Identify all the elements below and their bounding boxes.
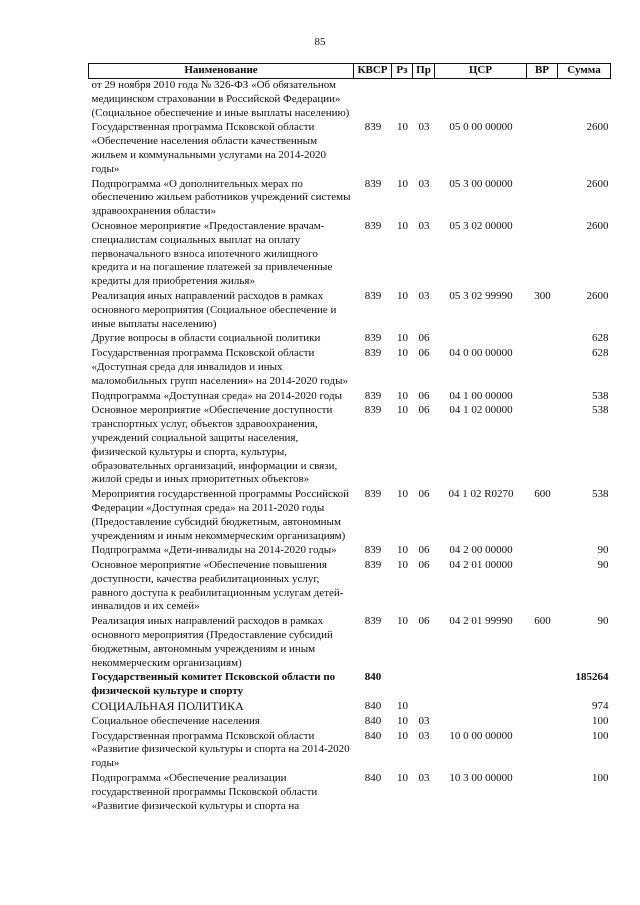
cell-rz: 10 <box>397 714 408 727</box>
cell-sum <box>558 79 611 122</box>
cell-sum: 100 <box>592 729 609 742</box>
cell-kvsr: 839 <box>364 559 382 572</box>
cell-name: от 29 ноября 2010 года № 326-ФЗ «Об обязательном медицинском страховании в Российской Федерации» (Социальное обеспечение и иные выплаты населению) <box>91 79 350 119</box>
cell-pr: 03 <box>418 177 430 190</box>
table-row <box>89 715 611 730</box>
cell-pr: 06 <box>418 488 430 501</box>
cell-kvsr: 839 <box>364 544 382 557</box>
cell-csr: 04 0 00 00000 <box>449 347 513 360</box>
table-row <box>89 347 611 389</box>
cell-rz: 10 <box>397 177 408 190</box>
cell-kvsr: 839 <box>364 389 382 402</box>
cell-csr <box>435 332 527 347</box>
cell-kvsr: 839 <box>364 332 382 345</box>
cell-name: Государственный комитет Псковской области по физической культуре и спорту <box>91 671 336 698</box>
table-row <box>89 772 611 814</box>
cell-pr: 03 <box>418 772 430 785</box>
cell-csr: 05 3 02 00000 <box>449 219 513 232</box>
column-header-kvsr: КВСР <box>354 64 392 79</box>
cell-vr <box>527 700 558 715</box>
cell-name: Основное мероприятие «Предоставление врачам-специалистам социальных выплат на оплату первоначального взноса ипотечного жилищного кредита и на погашение платежей за привлеченные кредиты для приобретения жилья» <box>91 219 333 288</box>
cell-rz: 10 <box>397 332 408 345</box>
cell-rz: 10 <box>397 772 408 785</box>
cell-sum: 90 <box>597 544 609 557</box>
cell-sum: 185264 <box>575 671 609 684</box>
table-row <box>89 730 611 772</box>
cell-vr <box>527 220 558 290</box>
cell-vr: 600 <box>534 615 551 628</box>
cell-kvsr <box>354 79 392 122</box>
table-row <box>89 332 611 347</box>
cell-rz: 10 <box>397 389 408 402</box>
cell-csr: 04 1 02 00000 <box>449 404 513 417</box>
cell-sum: 538 <box>592 488 609 501</box>
cell-name: Государственная программа Псковской области «Развитие физической культуры и спорта на 2014-2020 годы» <box>91 729 350 770</box>
cell-pr: 03 <box>418 729 430 742</box>
cell-pr <box>413 79 435 122</box>
cell-kvsr: 839 <box>364 488 382 501</box>
cell-kvsr: 840 <box>364 729 382 742</box>
cell-csr: 04 2 00 00000 <box>449 544 513 557</box>
cell-rz: 10 <box>397 347 408 360</box>
cell-name: Подпрограмма «Обеспечение реализации государственной программы Псковской области «Развитие физической культуры и спорта на <box>91 772 318 812</box>
table-header-row <box>89 64 611 79</box>
cell-pr: 03 <box>418 714 430 727</box>
cell-vr <box>527 730 558 772</box>
cell-name: Другие вопросы в области социальной политики <box>91 332 321 345</box>
cell-rz: 10 <box>397 544 408 557</box>
table-row <box>89 671 611 700</box>
cell-pr: 06 <box>418 404 430 417</box>
cell-sum: 100 <box>592 714 609 727</box>
cell-rz <box>392 671 413 700</box>
column-header-name: Наименование <box>89 64 354 79</box>
cell-kvsr: 839 <box>364 177 382 190</box>
cell-kvsr: 839 <box>364 347 382 360</box>
cell-rz: 10 <box>397 404 408 417</box>
cell-name: Социальное обеспечение населения <box>91 714 260 727</box>
cell-sum: 2600 <box>586 177 609 190</box>
cell-csr: 05 0 00 00000 <box>449 121 513 134</box>
cell-kvsr: 839 <box>364 615 382 628</box>
cell-kvsr: 839 <box>364 219 382 232</box>
cell-vr <box>527 404 558 488</box>
cell-name: Государственная программа Псковской области «Доступная среда для инвалидов и иных маломобильных групп населения» на 2014-2020 годы» <box>91 347 348 387</box>
cell-name: Государственная программа Псковской области «Обеспечение населения области качественным жильем и коммунальными услугами на 2014-2020 годы» <box>91 121 327 175</box>
cell-csr: 04 2 01 00000 <box>449 559 513 572</box>
cell-sum: 90 <box>597 559 609 572</box>
column-header-pr: Пр <box>413 64 435 79</box>
table-row <box>89 700 611 715</box>
table-row <box>89 390 611 405</box>
cell-name: Мероприятия государственной программы Российской Федерации «Доступная среда» на 2011-2020 годы (Предоставление субсидий бюджетным, автономным учреждениям и иным некоммерческим организациям) <box>91 488 350 542</box>
cell-rz <box>392 79 413 122</box>
column-header-csr: ЦСР <box>435 64 527 79</box>
cell-pr: 06 <box>418 389 430 402</box>
cell-pr <box>413 671 435 700</box>
cell-rz: 10 <box>397 219 408 232</box>
cell-kvsr: 840 <box>364 671 382 684</box>
table-row <box>89 178 611 220</box>
cell-csr <box>435 671 527 700</box>
cell-vr <box>527 178 558 220</box>
cell-name: Подпрограмма «Доступная среда» на 2014-2020 годы <box>91 389 342 402</box>
cell-name: Реализация иных направлений расходов в рамках основного мероприятия (Социальное обеспечение и иные выплаты населению) <box>91 289 337 330</box>
cell-csr: 04 1 00 00000 <box>449 389 513 402</box>
cell-name: Подпрограмма «Дети-инвалиды на 2014-2020 годы» <box>91 544 337 557</box>
table-row <box>89 121 611 177</box>
cell-vr <box>527 772 558 814</box>
table-row <box>89 220 611 290</box>
cell-rz: 10 <box>397 488 408 501</box>
cell-pr: 03 <box>418 121 430 134</box>
cell-kvsr: 839 <box>364 404 382 417</box>
cell-vr <box>527 715 558 730</box>
column-header-sum: Сумма <box>558 64 611 79</box>
cell-pr: 06 <box>418 347 430 360</box>
table-row <box>89 290 611 332</box>
cell-csr: 10 3 00 00000 <box>449 772 513 785</box>
table-row <box>89 404 611 488</box>
cell-name: Основное мероприятие «Обеспечение доступности транспортных услуг, объектов здравоохранения, учреждений социальной защиты населения, физической культуры и спорта, культуры, образовательных организаций, информации и связи, жилой среды и иных приоритетных объектов» <box>91 404 338 486</box>
cell-vr <box>527 79 558 122</box>
table-row <box>89 488 611 544</box>
cell-csr <box>435 79 527 122</box>
table-row <box>89 559 611 615</box>
cell-name: Основное мероприятие «Обеспечение повышения доступности, качества реабилитационных услуг, равного доступа к реабилитационным услугам детей-инвалидов и их семей» <box>91 559 344 613</box>
cell-kvsr: 839 <box>364 121 382 134</box>
cell-kvsr: 840 <box>364 772 382 785</box>
cell-vr: 600 <box>534 488 551 501</box>
cell-sum: 538 <box>592 389 609 402</box>
cell-sum: 628 <box>592 332 609 345</box>
cell-vr <box>527 544 558 559</box>
cell-sum: 90 <box>597 615 609 628</box>
cell-csr: 04 2 01 99990 <box>449 615 513 628</box>
cell-csr <box>435 700 527 715</box>
budget-table <box>88 63 611 814</box>
table-row <box>89 544 611 559</box>
cell-sum: 100 <box>592 772 609 785</box>
cell-csr <box>435 715 527 730</box>
cell-sum: 628 <box>592 347 609 360</box>
cell-kvsr: 840 <box>364 714 382 727</box>
cell-csr: 10 0 00 00000 <box>449 729 513 742</box>
table-body <box>89 79 611 815</box>
cell-sum: 538 <box>592 404 609 417</box>
cell-pr: 06 <box>418 332 430 345</box>
cell-sum: 2600 <box>586 289 609 302</box>
cell-name: Реализация иных направлений расходов в рамках основного мероприятия (Предоставление субсидий бюджетным, автономным учреждениям и иным некоммерческим организациям) <box>91 615 333 669</box>
page-number: 85 <box>314 36 326 48</box>
cell-pr: 03 <box>418 219 430 232</box>
cell-vr <box>527 121 558 177</box>
cell-rz: 10 <box>397 615 408 628</box>
cell-pr: 03 <box>418 289 430 302</box>
cell-pr: 06 <box>418 559 430 572</box>
cell-csr: 05 3 02 99990 <box>449 289 513 302</box>
cell-rz: 10 <box>397 729 408 742</box>
cell-pr: 06 <box>418 544 430 557</box>
cell-vr <box>527 332 558 347</box>
cell-name: СОЦИАЛЬНАЯ ПОЛИТИКА <box>91 699 244 714</box>
cell-sum: 2600 <box>586 219 609 232</box>
table-row <box>89 79 611 122</box>
cell-rz: 10 <box>397 559 408 572</box>
cell-vr <box>527 390 558 405</box>
cell-csr: 04 1 02 R0270 <box>448 488 514 501</box>
cell-sum: 2600 <box>586 121 609 134</box>
cell-pr <box>413 700 435 715</box>
cell-vr <box>527 671 558 700</box>
cell-sum: 974 <box>592 700 609 713</box>
cell-rz: 10 <box>397 121 408 134</box>
column-header-rz: Рз <box>392 64 413 79</box>
column-header-vr: ВР <box>527 64 558 79</box>
cell-name: Подпрограмма «О дополнительных мерах по обеспечению жильем работников учреждений системы здравоохранения области» <box>91 177 351 218</box>
table-row <box>89 615 611 671</box>
cell-pr: 06 <box>418 615 430 628</box>
cell-vr <box>527 347 558 389</box>
cell-kvsr: 840 <box>364 700 382 713</box>
cell-rz: 10 <box>397 289 408 302</box>
cell-kvsr: 839 <box>364 289 382 302</box>
cell-rz: 10 <box>397 700 408 713</box>
cell-csr: 05 3 00 00000 <box>449 177 513 190</box>
cell-vr: 300 <box>534 289 551 302</box>
cell-vr <box>527 559 558 615</box>
